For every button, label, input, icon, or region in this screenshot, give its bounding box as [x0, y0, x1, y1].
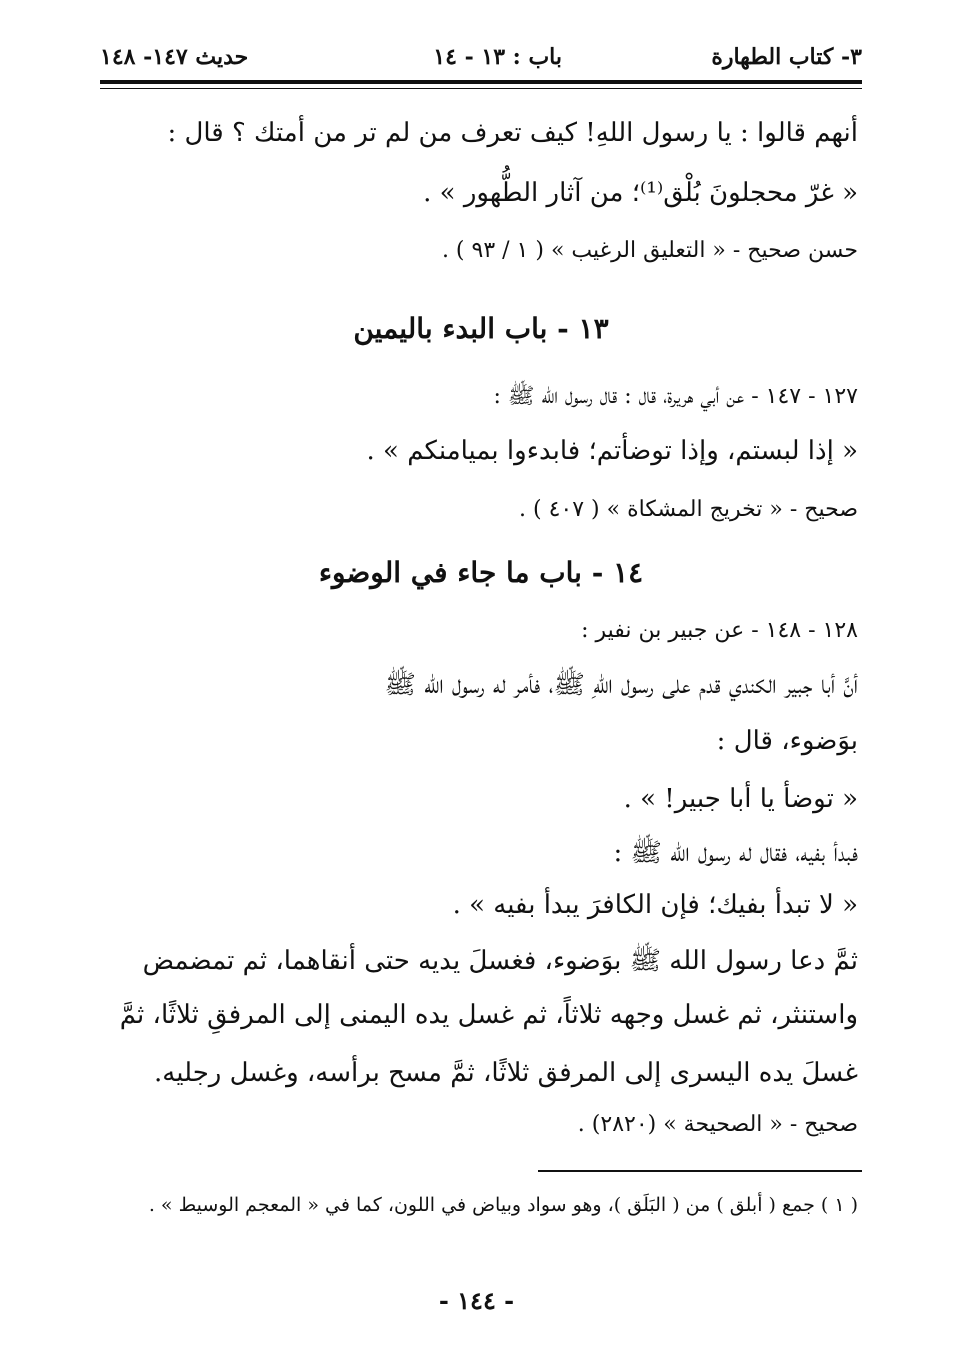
hadith-number-line: ١٢٨ - ١٤٨ - عن جبير بن نفير :: [581, 618, 858, 643]
chapter-heading: ١٣ - باب البدء باليمين: [353, 312, 609, 345]
chapter-heading: ١٤ - باب ما جاء في الوضوء: [318, 556, 644, 589]
text-line: فبدأ بفيه، فقال له رسول الله ﷺ :: [613, 838, 858, 868]
header-chapter: ٣- كتاب الطهارة: [711, 44, 862, 70]
footnote: ( ١ ) جمع ( أبلق ) من ( البَلَق )، وهو سواد وبياض في اللون، كما في « المعجم الوسيط » .: [148, 1194, 858, 1216]
text-line: بوَضوء، قال :: [716, 726, 858, 756]
footnote-separator: [538, 1170, 862, 1172]
text-line: غسلَ يده اليسرى إلى المرفق ثلاثًا، ثمَّ مسح برأسه، وغسل رجليه.: [154, 1058, 858, 1088]
header-rule-thin: [100, 88, 862, 89]
text-line: أنهم قالوا : يا رسول اللهِ! كيف تعرف من لم تر من أمتك ؟ قال :: [167, 118, 858, 148]
header-section: باب : ١٣ - ١٤: [433, 44, 562, 70]
grading-line: صحيح - « الصحيحة » (٢٨٢٠) .: [577, 1112, 858, 1137]
grading-line: صحيح - « تخريج المشكاة » ( ٤٠٧ ) .: [519, 497, 858, 522]
text-line: « غرّ محجلونَ بُلْق⁽¹⁾؛ من آثار الطُّهور » .: [423, 178, 858, 208]
text-line: واستنثر، ثم غسل وجهه ثلاثاً، ثم غسل يده اليمنى إلى المرفقِ ثلاثًا، ثمَّ: [119, 1000, 858, 1030]
header-rule-thick: [100, 80, 862, 84]
text-line: « إذا لبستم، وإذا توضأتم؛ فابدءوا بميامنكم » .: [366, 436, 858, 466]
text-line: أنَّ أبا جبير الكندي قدم على رسول اللهِ ﷺ، فأمر له رسول الله ﷺ: [384, 670, 858, 700]
text-line: « توضأ يا أبا جبير! » .: [623, 784, 858, 814]
running-header: [100, 34, 862, 80]
hadith-number-line: ١٢٧ - ١٤٧ - عن أبي هريرة، قال : قال رسول الله ﷺ :: [493, 384, 858, 409]
text-line: « لا تبدأ بفيك؛ فإن الكافرَ يبدأ بفيه » .: [452, 890, 858, 920]
page-number: - ١٤٤ -: [438, 1286, 515, 1315]
text-line: ثمَّ دعا رسول الله ﷺ بوَضوء، فغسلَ يديه حتى أنقاهما، ثم تمضمض: [142, 946, 858, 976]
header-hadith-range: حديث ١٤٧- ١٤٨: [100, 44, 249, 70]
grading-line: حسن صحيح - « التعليق الرغيب » ( ١ / ٩٣ ) .: [441, 238, 858, 263]
